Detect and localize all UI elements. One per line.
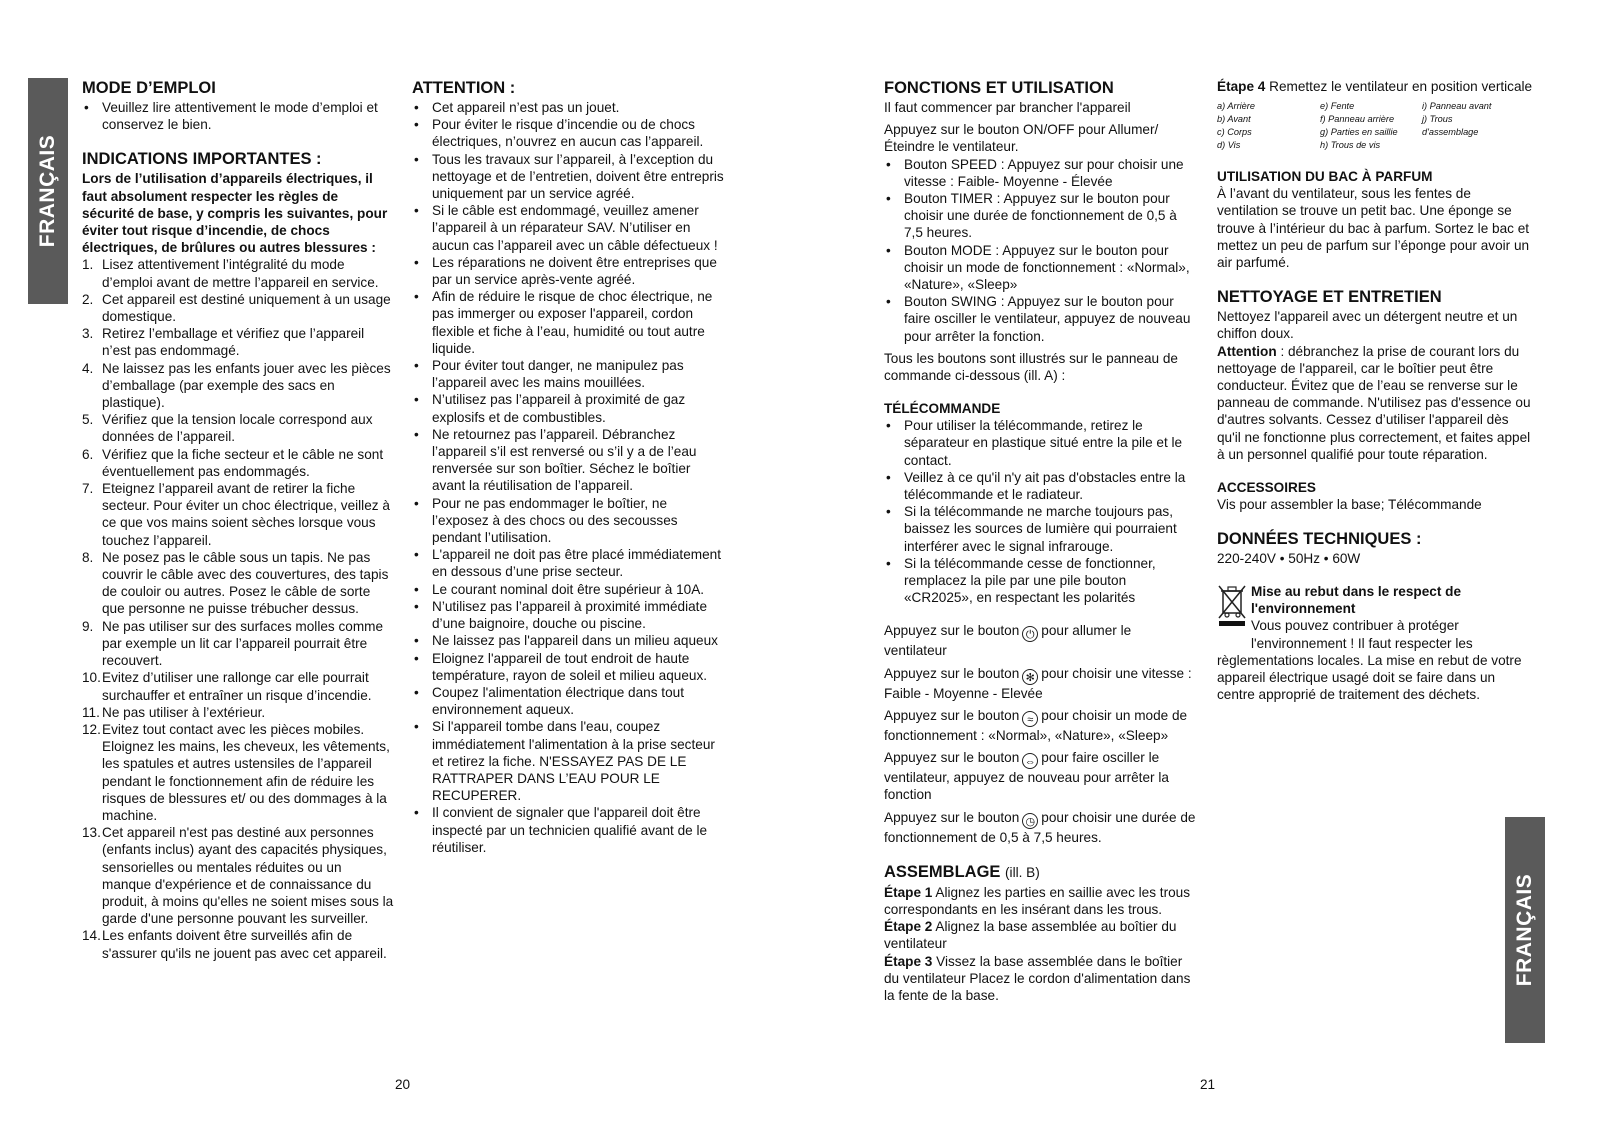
- column-1: [82, 78, 394, 962]
- language-tab-left: [28, 78, 68, 304]
- list-item: • L'appareil ne doit pas être placé immédiatement en dessous d’une prise secteur.: [412, 546, 724, 580]
- list-item: • Ne retournez pas l’appareil. Débranchez l’appareil s’il est renversé ou s’il y a de l’eau renversée sur son boîtier. Séchez le boîtier avant la réutilisation de l’appareil.: [412, 426, 724, 495]
- list-number: 2.: [82, 291, 94, 307]
- list-item: • Bouton MODE : Appuyez sur le bouton pour choisir un mode de fonctionnement : «Normal», «Nature», «Sleep»: [884, 242, 1196, 294]
- list-item: • Coupez l'alimentation électrique dans tout environnement aqueux.: [412, 684, 724, 718]
- part-label: d) Vis: [1217, 140, 1241, 151]
- page-number-left: 20: [395, 1077, 411, 1092]
- part-label: h) Trous de vis: [1320, 140, 1381, 151]
- list-number: 10.: [82, 670, 101, 686]
- part-label: d'assemblage: [1422, 127, 1479, 138]
- list-number: 5.: [82, 412, 94, 428]
- environment-text-2: règlementations locales. La mise en rebut de votre appareil électrique usagé doit se faire dans un centre approprié de traitement des déchets.: [1217, 652, 1522, 703]
- section-heading-indications: INDICATIONS IMPORTANTES :: [82, 150, 322, 169]
- indications-list: [82, 256, 394, 961]
- list-number: 8.: [82, 549, 94, 565]
- environment-text-1: Vous pouvez contribuer à protéger l'environnement ! Il faut respecter les: [1251, 618, 1473, 651]
- list-item: 3. Retirez l’emballage et vérifiez que l’appareil n’est pas endommagé.: [82, 326, 365, 359]
- list-item: • Si la télécommande cesse de fonctionner, remplacez la pile par une pile bouton «CR2025», en respectant les polarités: [884, 555, 1196, 607]
- section-heading-mode: MODE D’EMPLOI: [82, 79, 216, 97]
- list-item: • Cet appareil n’est pas un jouet.: [412, 99, 724, 116]
- list-item: • N’utilisez pas l’appareil à proximité immédiate d’une baignoire, douche ou piscine.: [412, 598, 724, 632]
- assembly-step: Étape 3 Vissez la base assemblée dans le boîtier du ventilateur Placez le cordon d'alimentation dans la fente de la base.: [884, 953, 1191, 1003]
- swing-icon: ⇔: [1022, 753, 1038, 769]
- list-item: • Eloignez l'appareil de tout endroit de haute température, rayon de soleil et milieu aqueux.: [412, 650, 724, 684]
- list-number: 14.: [82, 928, 101, 944]
- column-4: [1217, 78, 1533, 703]
- section-heading-nettoyage: NETTOYAGE ET ENTRETIEN: [1217, 288, 1442, 307]
- button-instruction-speed: Appuyez sur le bouton ✻ pour choisir une vitesse : Faible - Moyenne - Elevée: [884, 665, 1192, 701]
- list-item: 4. Ne laissez pas les enfants jouer avec les pièces d’emballage (par exemple des sacs en plastique).: [82, 360, 391, 411]
- part-label: g) Parties en saillie: [1320, 127, 1398, 138]
- list-item: 14. Les enfants doivent être surveillés afin de s'assurer qu'ils ne jouent pas avec cet appareil.: [82, 928, 387, 961]
- list-number: 4.: [82, 360, 94, 376]
- section-heading-accessoires: ACCESSOIRES: [1217, 480, 1316, 496]
- indications-intro: Lors de l’utilisation d’appareils électriques, il faut absolument respecter les règles de sécurité de base, y compris les suivantes, pour éviter tout risque d’incendie, de chocs électriques, de brûlures ou autres blessures :: [82, 171, 388, 256]
- section-heading-attention: ATTENTION :: [412, 79, 516, 97]
- button-instruction-power: Appuyez sur le bouton ⏻ pour allumer le ventilateur: [884, 623, 1132, 659]
- list-item: • Bouton SPEED : Appuyez sur pour choisir une vitesse : Faible- Moyenne - Élevée: [884, 156, 1196, 190]
- list-item: • Pour éviter tout danger, ne manipulez pas l’appareil avec les mains mouillées.: [412, 357, 724, 391]
- section-heading-parfum: UTILISATION DU BAC À PARFUM: [1217, 169, 1433, 185]
- column-3: [884, 78, 1196, 1004]
- part-label: a) Arrière: [1217, 101, 1255, 112]
- list-item: 10. Evitez d’utiliser une rallonge car elle pourrait surchauffer et entraîner un risque d’incendie.: [82, 670, 372, 703]
- button-instruction-timer: Appuyez sur le bouton ◷ pour choisir une durée de fonctionnement de 0,5 à 7,5 heures.: [884, 809, 1196, 845]
- list-item: • Si l'appareil tombe dans l'eau, coupez immédiatement l'alimentation à la prise secteur et retirez la fiche. N'ESSAYEZ PAS DE LE RATTRAPER DANS L’EAU POUR LE RECUPERER.: [412, 718, 724, 804]
- list-item: 11. Ne pas utiliser à l’extérieur.: [82, 704, 266, 720]
- accessories-text: Vis pour assembler la base; Télécommande: [1217, 497, 1482, 513]
- list-item: • Pour utiliser la télécommande, retirez le séparateur en plastique situé entre la pile et le contact.: [884, 417, 1196, 469]
- list-item: 1. Lisez attentivement l’intégralité du mode d’emploi avant de mettre l’appareil en service.: [82, 257, 379, 290]
- assembly-steps: [884, 884, 1196, 1004]
- list-item: • Veuillez lire attentivement le mode d’emploi et conservez le bien.: [82, 99, 394, 133]
- list-number: 3.: [82, 326, 94, 342]
- list-item: • Pour éviter le risque d’incendie ou de chocs électriques, n’ouvrez en aucun cas l’appareil.: [412, 116, 724, 150]
- part-label: f) Panneau arrière: [1320, 114, 1395, 125]
- language-tab-right: [1505, 817, 1545, 1043]
- parfum-text: À l’avant du ventilateur, sous les fentes de ventilation se trouve un petit bac. Une éponge se trouve à l’intérieur du bac à parfum. Sortez le bac et mettez un peu de parfum sur l’éponge pour avoir un air parfumé.: [1217, 186, 1530, 271]
- list-item: • Pour ne pas endommager le boîtier, ne l’exposez à des chocs ou des secousses pendant l’utilisation.: [412, 495, 724, 547]
- power-icon: ⏻: [1022, 626, 1038, 642]
- list-item: 6. Vérifiez que la fiche secteur et le câble ne sont éventuellement pas endommagés.: [82, 446, 384, 479]
- section-heading-assemblage: ASSEMBLAGE (ill. B): [884, 862, 1040, 881]
- parts-legend: [1217, 100, 1533, 152]
- cleaning-attention: Attention : débranchez la prise de courant lors du nettoyage de l'appareil, car le boîtier peut être conducteur. Évitez que de l’eau se renverse sur le panneau de commande. N'utilisez pas d'essence ou d'autres solvants. Cessez d’utiliser l'appareil dès qu'il ne fonctionne plus correctement, et faites appel à un personnel qualifié pour toute réparation.: [1217, 343, 1531, 462]
- section-heading-donnees: DONNÉES TECHNIQUES :: [1217, 530, 1422, 549]
- language-tab-label: FRANÇAIS: [36, 134, 59, 248]
- list-item: 2. Cet appareil est destiné uniquement à un usage domestique.: [82, 291, 391, 325]
- list-number: 6.: [82, 446, 94, 462]
- list-number: 7.: [82, 481, 94, 497]
- tech-text: 220-240V • 50Hz • 60W: [1217, 551, 1361, 567]
- list-item: • Bouton TIMER : Appuyez sur le bouton pour choisir une durée de fonctionnement de 0,5 à 7,5 heures.: [884, 190, 1196, 242]
- cleaning-text: Nettoyez l'appareil avec un détergent neutre et un chiffon doux.: [1217, 309, 1518, 342]
- list-item: • Les réparations ne doivent être entreprises que par un service après-vente agréé.: [412, 254, 724, 288]
- list-item: 13. Cet appareil n'est pas destiné aux personnes (enfants inclus) ayant des capacités physiques, sensorielles ou mentales réduites ou un manque d'expérience et de connaissance du produit, à moins qu'elles ne soient mises sous la garde d'une personne pouvant les surveiller.: [82, 825, 394, 927]
- list-item: 12. Evitez tout contact avec les pièces mobiles. Eloignez les mains, les cheveux, les vêtements, les spatules et autres ustensiles de l’appareil pendant le fonctionnement afin de réduire les risques de blessures et/ ou des dommages à la machine.: [82, 721, 390, 823]
- section-heading-fonctions: FONCTIONS ET UTILISATION: [884, 79, 1114, 97]
- list-item: • Afin de réduire le risque de choc électrique, ne pas immerger ou exposer l'appareil, cordon flexible et fiche à l’eau, humidité ou tout autre liquide.: [412, 288, 724, 357]
- list-item: • Il convient de signaler que l'appareil doit être inspecté par un technicien qualifié avant de le réutiliser.: [412, 804, 724, 856]
- page-number-right: 21: [1200, 1077, 1216, 1092]
- panel-note: Tous les boutons sont illustrés sur le panneau de commande ci-dessous (ill. A) :: [884, 350, 1178, 384]
- list-item: • Ne laissez pas l'appareil dans un milieu aqueux: [412, 632, 724, 649]
- list-item: 9. Ne pas utiliser sur des surfaces molles comme par exemple un lit car l’appareil pourrait être recouvert.: [82, 618, 384, 669]
- list-item: • Le courant nominal doit être supérieur à 10A.: [412, 581, 724, 598]
- part-label: e) Fente: [1320, 101, 1355, 112]
- list-number: 12.: [82, 721, 101, 737]
- remote-list: [884, 417, 1196, 606]
- environment-text: [1251, 583, 1533, 651]
- fan-speed-icon: ✻: [1022, 669, 1038, 685]
- part-label: b) Avant: [1217, 114, 1251, 125]
- button-instruction-swing: Appuyez sur le bouton ⇔ pour faire osciller le ventilateur, appuyez de nouveau pour arrêter la fonction: [884, 750, 1169, 803]
- list-item: • Veillez à ce qu'il n'y ait pas d'obstacles entre la télécommande et le radiateur.: [884, 469, 1196, 503]
- part-label: [1422, 139, 1532, 152]
- list-item: • Si le câble est endommagé, veuillez amener l’appareil à un réparateur SAV. N’utiliser en aucun cas l’appareil avec un câble défectueux !: [412, 202, 724, 254]
- list-item: • N’utilisez pas l’appareil à proximité de gaz explosifs et de combustibles.: [412, 391, 724, 425]
- fonctions-list: [884, 156, 1196, 345]
- list-item: 8. Ne posez pas le câble sous un tapis. Ne pas couvrir le câble avec des couvertures, des tapis de couloir ou autres. Posez le câble de sorte que personne ne puisse trébucher dessus.: [82, 549, 389, 617]
- assembly-step-4: Étape 4 Remettez le ventilateur en position verticale: [1217, 79, 1533, 94]
- weee-bin-icon: [1217, 583, 1251, 651]
- list-item: 5. Vérifiez que la tension locale correspond aux données de l’appareil.: [82, 412, 373, 445]
- button-instruction-mode: Appuyez sur le bouton ≈ pour choisir un mode de fonctionnement : «Normal», «Nature», «Sleep»: [884, 707, 1188, 743]
- list-number: 1.: [82, 257, 94, 273]
- assembly-step: Étape 1 Alignez les parties en saillie avec les trous correspondants en les insérant dans les trous.: [884, 884, 1191, 917]
- fonctions-intro: Il faut commencer par brancher l'appareil: [884, 100, 1131, 115]
- list-item: • Bouton SWING : Appuyez sur le bouton pour faire osciller le ventilateur, appuyez de nouveau pour arrêter la fonction.: [884, 293, 1196, 345]
- attention-list: [412, 99, 724, 856]
- mode-list: [82, 99, 394, 133]
- list-item: 7. Eteignez l’appareil avant de retirer la fiche secteur. Pour éviter un choc électrique, veillez à ce que vos mains soient sèches lorsque vous touchez l’appareil.: [82, 481, 390, 548]
- assembly-step: Étape 2 Alignez la base assemblée au boîtier du ventilateur: [884, 919, 1177, 952]
- language-tab-label: FRANÇAIS: [1513, 873, 1536, 987]
- section-heading-environnement: Mise au rebut dans le respect de l'environnement: [1251, 584, 1462, 617]
- list-item: • Tous les travaux sur l’appareil, à l’exception du nettoyage et de l’entretien, doivent être entrepris uniquement par un service agréé.: [412, 151, 724, 203]
- list-number: 11.: [82, 704, 100, 720]
- part-label: c) Corps: [1217, 127, 1252, 138]
- list-number: 9.: [82, 618, 94, 634]
- part-label: j) Trous: [1422, 114, 1453, 125]
- timer-icon: ◷: [1022, 813, 1038, 829]
- part-label: i) Panneau avant: [1422, 101, 1492, 112]
- wind-mode-icon: ≈: [1022, 711, 1038, 727]
- environment-block: [1217, 583, 1533, 651]
- section-heading-telecommande: TÉLÉCOMMANDE: [884, 401, 1001, 417]
- fonctions-intro-2: Appuyez sur le bouton ON/OFF pour Allumer/ Éteindre le ventilateur.: [884, 122, 1159, 155]
- list-item: • Si la télécommande ne marche toujours pas, baissez les sources de lumière qui pourraient interférer avec le signal infrarouge.: [884, 503, 1196, 555]
- list-number: 13.: [82, 825, 101, 841]
- column-2: [412, 78, 724, 856]
